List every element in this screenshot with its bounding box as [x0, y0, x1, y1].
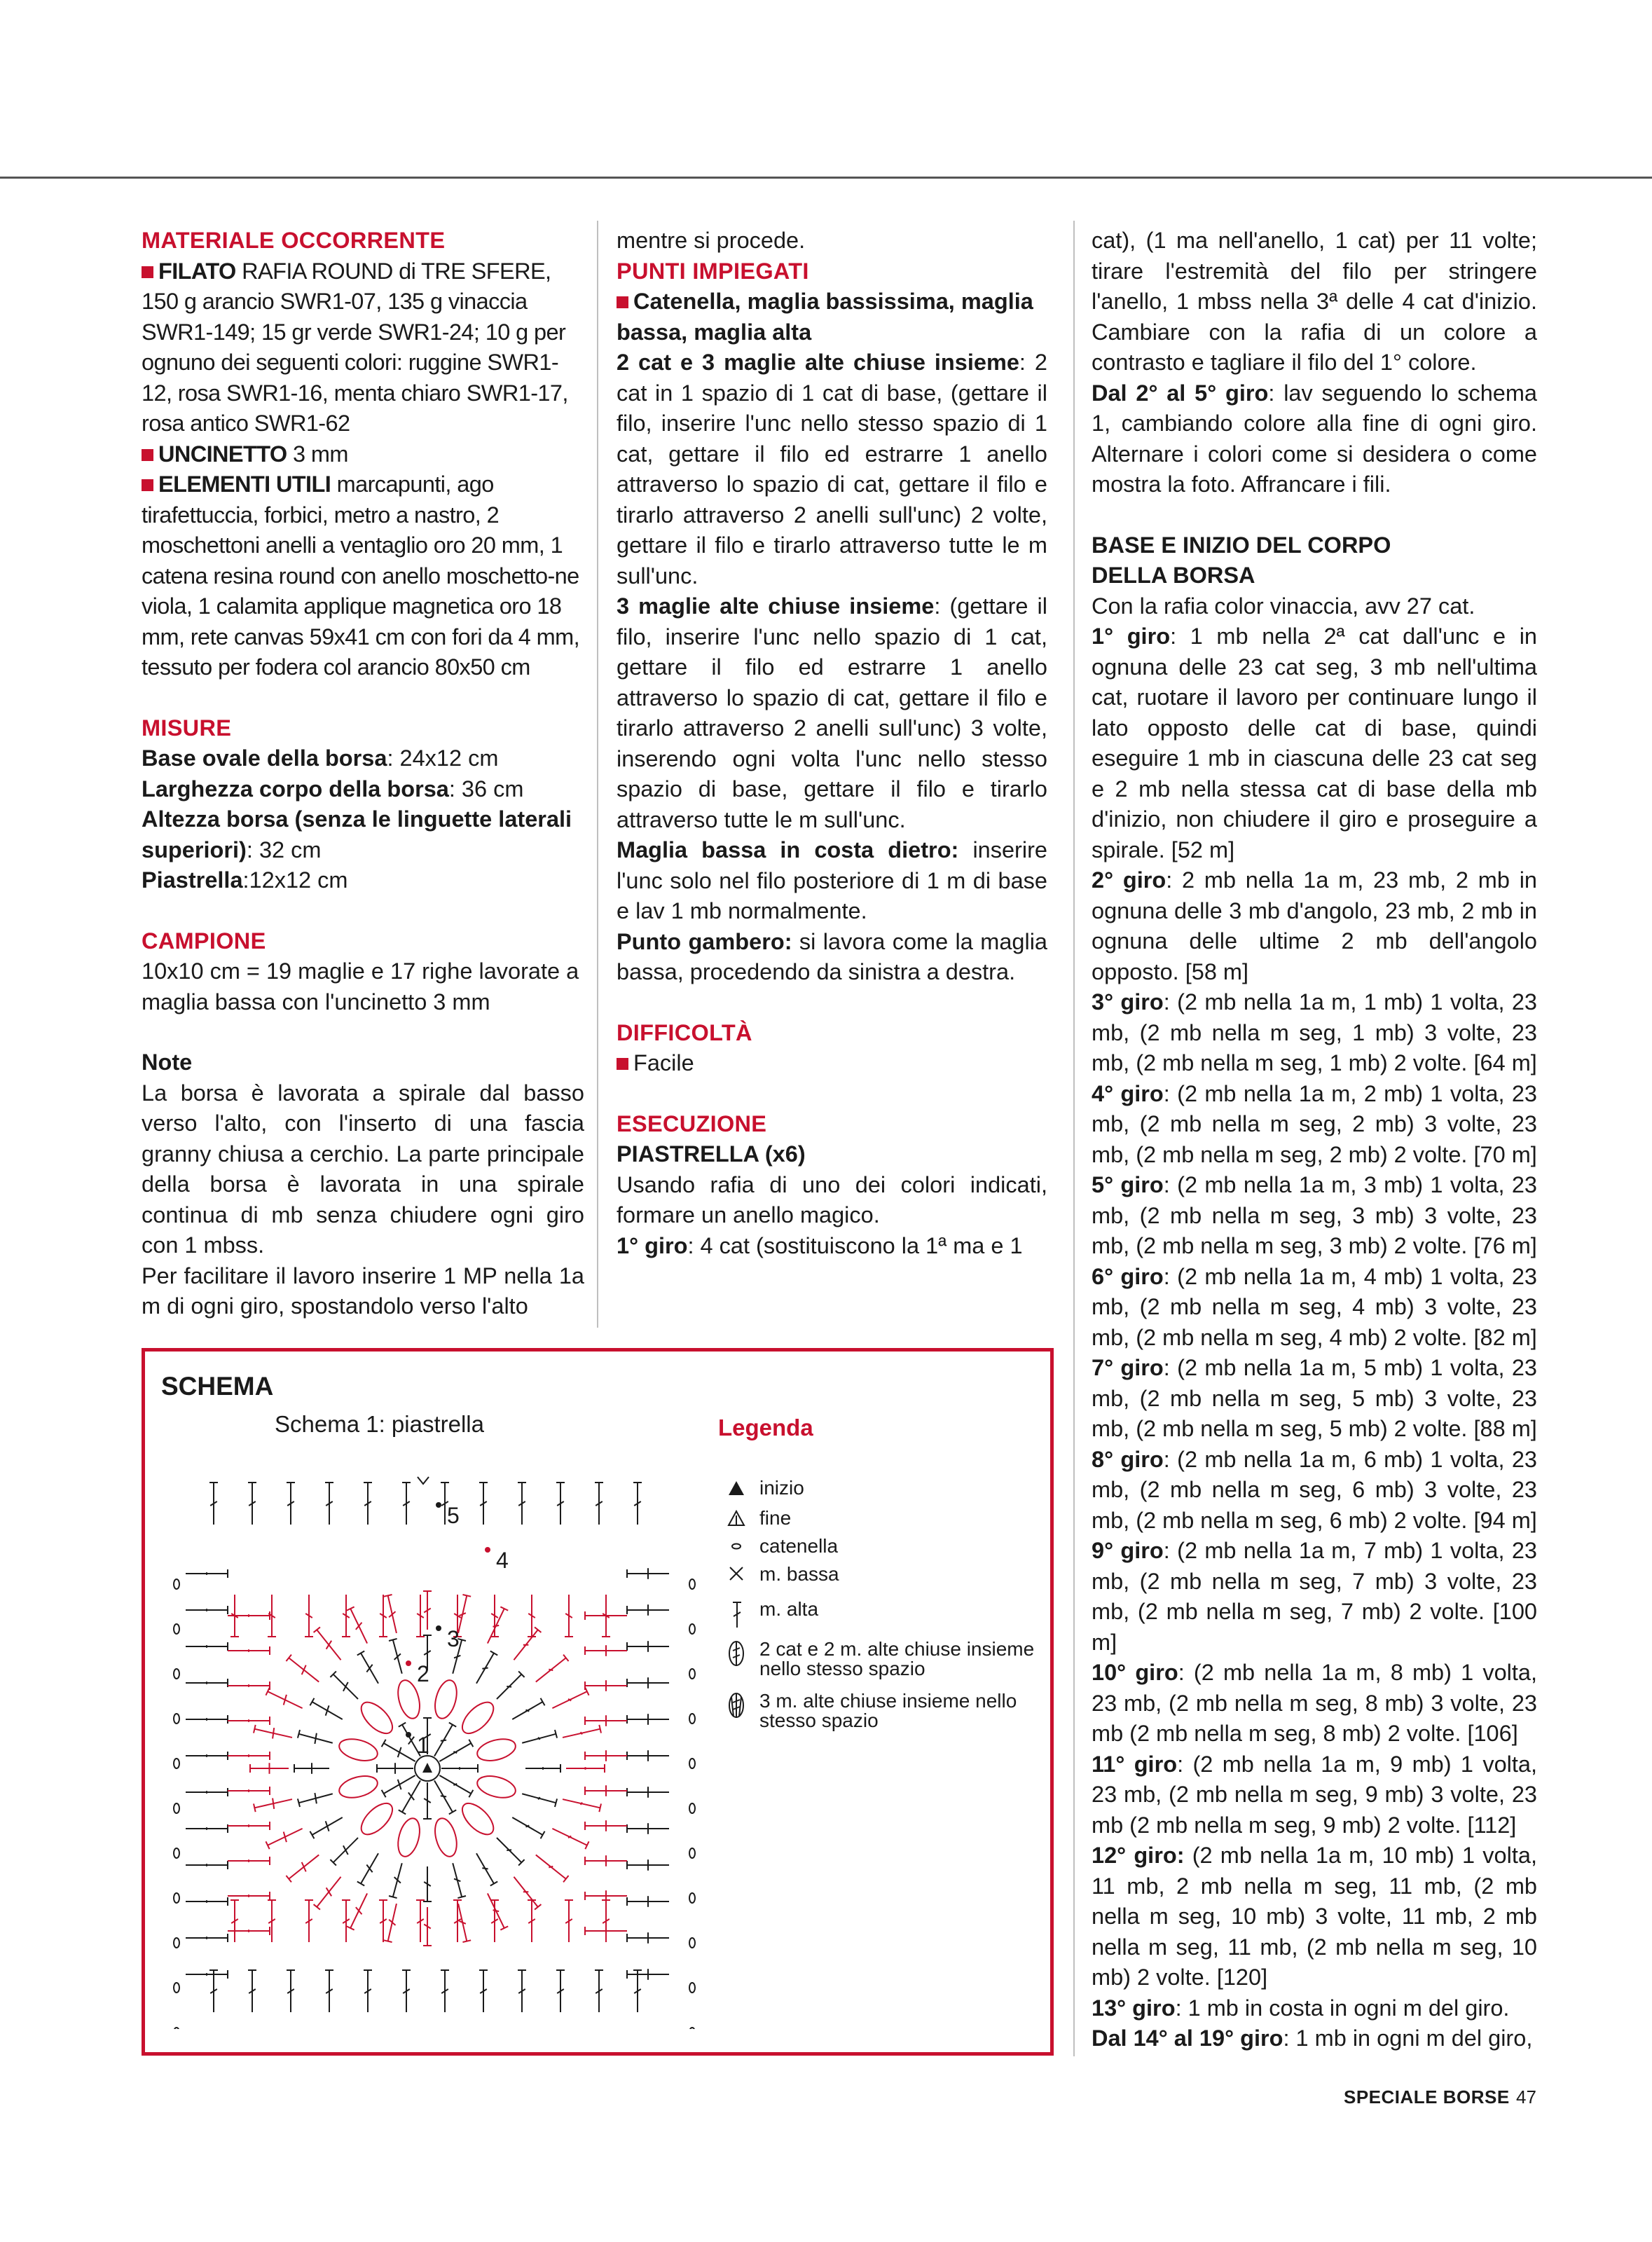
misure-line: Larghezza corpo della borsa: 36 cm	[142, 776, 524, 802]
cluster-mark	[475, 1773, 518, 1802]
crochet-diagram	[168, 1469, 701, 2029]
stitch-mark	[273, 1728, 274, 1738]
rounds-list	[1092, 621, 1537, 2054]
column-materials	[142, 226, 584, 1322]
chain-mark	[174, 1759, 179, 1768]
punti-heading: PUNTI IMPIEGATI	[617, 258, 809, 284]
stitch-mark	[599, 1725, 601, 1733]
cluster-2-icon	[724, 1639, 748, 1667]
stitch-mark	[469, 1740, 473, 1747]
chain-mark	[174, 1893, 179, 1903]
legend-title: Legenda	[718, 1415, 813, 1440]
elementi-paragraph: ELEMENTI UTILI marcapunti, ago tirafettuccia, forbici, metro a nastro, 2 moschettoni anelli a ventaglio oro 20 mm, 1 catena resina round con anello moschetto-ne viola, 1 calamita applique magnetica oro 18 mm, rete canvas 59x41 cm con fori da 4 mm, tessuto per fodera col arancio 80x50 cm	[142, 472, 580, 680]
round-line: 7° giro: (2 mb nella 1a m, 5 mb) 1 volta, 23 mb, (2 mb nella m seg, 5 mb) 3 volte, 23 mb, (2 mb nella m seg, 5 mb) 2 volte. [88 m]	[1092, 1355, 1537, 1441]
diagram-marks	[174, 1477, 695, 2029]
stitch-mark	[469, 1790, 473, 1797]
note-paragraph: Per facilitare il lavoro inserire 1 MP nella 1a m di ogni giro, spostandolo verso l'alto	[142, 1263, 584, 1319]
stitch-mark	[482, 1868, 488, 1869]
round-dot	[436, 1625, 441, 1631]
note-heading: Note	[142, 1050, 193, 1075]
stitch-mark	[541, 1698, 545, 1705]
stitch-mark	[493, 1910, 500, 1911]
legend-label: 2 cat e 2 m. alte chiuse insieme nello stesso spazio	[759, 1638, 1035, 1679]
stitch-mark	[441, 1740, 446, 1741]
stitch-mark	[507, 1686, 511, 1687]
giro-line: 1° giro: 4 cat (sostituiscono la 1ª ma e 1	[617, 1232, 1023, 1258]
stitch-mark	[356, 1623, 362, 1630]
stitch-definition: 2 cat e 3 maglie alte chiuse insieme: 2 cat in 1 spazio di 1 cat di base, (gettare il filo, inserire l'unc nello stesso spazio di 1 cat, gettare il filo ed estrarre 1 anello attraverso lo spazio di cat, gettare il filo e tirarlo attraverso 2 anelli sull'unc) 2 volte, gettare il filo e tirarlo attraverso tutte le m sull'unc.	[617, 350, 1047, 589]
outline-triangle-icon	[724, 1508, 748, 1536]
bullet-square-icon	[142, 479, 153, 491]
stitch-mark	[382, 1740, 386, 1747]
cluster-mark	[337, 1735, 380, 1765]
cluster-mark	[337, 1773, 380, 1802]
chain-mark	[689, 1759, 695, 1768]
stitch-mark	[399, 1723, 406, 1727]
stitch-mark	[599, 1803, 601, 1812]
round-line: 9° giro: (2 mb nella 1a m, 7 mb) 1 volta, 23 mb, (2 mb nella m seg, 7 mb) 3 volte, 23 mb, (2 mb nella m seg, 7 mb) 2 volte. [100 m]	[1092, 1538, 1537, 1655]
stitch-mark	[384, 1595, 392, 1597]
legend-label: m. bassa	[759, 1563, 839, 1585]
bullet-square-icon	[142, 449, 153, 461]
continued-text: mentre si procede.	[617, 228, 806, 253]
stitch-mark	[482, 1668, 488, 1669]
stitch-mark	[315, 1793, 316, 1803]
chain-mark	[689, 1938, 695, 1948]
stitch-mark	[462, 1595, 471, 1597]
difficolta-heading: DIFFICOLTÀ	[617, 1019, 752, 1045]
stitch-mark	[357, 1882, 364, 1886]
column-stitches	[617, 226, 1047, 1261]
legend-label: 3 m. alte chiuse insieme nello stesso spazio	[759, 1690, 1017, 1731]
stitch-mark	[541, 1831, 545, 1838]
stitch-definition: Punto gambero: si lavora come la maglia bassa, procedendo da sinistra a destra.	[617, 928, 1047, 984]
round-dot	[436, 1502, 441, 1508]
stitch-definition: 3 maglie alte chiuse insieme: (gettare il filo, inserire l'unc nello spazio di 1 cat, gettare il filo ed estrarre 1 anello attraverso lo spazio di cat, gettare il filo e tirarlo attraverso 2 anelli sull'unc) 3 volte, inserendo ogni volta l'unc nello stesso spazio di base, gettare il filo e tirarlo attraverso tutte le m sull'unc.	[617, 593, 1047, 832]
round-number: 1	[417, 1733, 429, 1758]
base-heading: BASE E INIZIO DEL CORPO DELLA BORSA	[1092, 532, 1391, 588]
punti-list: Catenella, maglia bassissima, maglia bassa, maglia alta	[617, 289, 1033, 345]
round-line: 2° giro: 2 mb nella 1a m, 23 mb, 2 mb in ognuna delle 3 mb d'angolo, 23 mb, 2 mb in ognuna delle ultime 2 mb dell'angolo opposto. [58 m]	[1092, 867, 1538, 984]
campione-text: 10x10 cm = 19 maglie e 17 righe lavorate a maglia bassa con l'uncinetto 3 mm	[142, 958, 579, 1015]
bullet-square-icon	[617, 296, 628, 308]
chain-mark	[174, 1714, 179, 1724]
note-paragraph: La borsa è lavorata a spirale dal basso verso l'alto, con l'inserto di una fascia granny chiusa a cerchio. La parte principale della borsa è lavorata in una spirale continua di mb senza chiudere ogni giro con 1 mbss.	[142, 1080, 584, 1258]
round-line: 8° giro: (2 mb nella 1a m, 6 mb) 1 volta, 23 mb, (2 mb nella m seg, 6 mb) 3 volte, 23 mb, (2 mb nella m seg, 6 mb) 2 volte. [94 m]	[1092, 1446, 1537, 1533]
esecuzione-heading: ESECUZIONE	[617, 1110, 767, 1136]
cross-icon	[724, 1564, 748, 1593]
misure-line: Altezza borsa (senza le linguette laterali superiori): 32 cm	[142, 806, 572, 862]
continued-text: cat), (1 ma nell'anello, 1 cat) per 11 volte; tirare l'estremità del filo per stringere l'anello, 1 mbss nella 3ª delle 4 cat d'inizio. Cambiare con la rafia di un colore a contrasto e tagliare il filo del 1° colore.	[1092, 228, 1537, 375]
end-marker	[418, 1477, 429, 1484]
stitch-mark	[490, 1882, 497, 1886]
chain-oval-icon	[724, 1536, 748, 1564]
legend-label: catenella	[759, 1535, 839, 1557]
base-intro: Con la rafia color vinaccia, avv 27 cat.	[1092, 593, 1475, 619]
cluster-mark	[356, 1798, 397, 1839]
giro-line: Dal 2° al 5° giro: lav seguendo lo schema 1, cambiando colore alla fine di ogni giro. Alternare i colori come si desidera o come mostra la foto. Affrancare i fili.	[1092, 380, 1538, 497]
schema-subtitle: Schema 1: piastrella	[275, 1411, 484, 1437]
stitch-mark	[462, 1940, 471, 1942]
chain-mark	[174, 1579, 179, 1589]
stitch-mark	[357, 1651, 364, 1655]
stitch-mark	[302, 1665, 306, 1675]
stitch-mark	[493, 1625, 500, 1627]
chain-mark	[689, 1624, 695, 1634]
round-line: 12° giro: (2 mb nella 1a m, 10 mb) 1 volta, 11 mb, 2 mb nella m seg, 11 mb, (2 mb nella m seg, 10 mb) 3 volte, 11 mb, 2 mb nella m seg, 11 mb, (2 mb nella m seg, 10 mb) 2 volte. [120]	[1092, 1843, 1537, 1990]
cluster-3-icon	[724, 1691, 748, 1719]
round-number: 2	[417, 1661, 429, 1686]
chain-mark	[689, 1983, 695, 1993]
campione-heading: CAMPIONE	[142, 928, 266, 954]
chain-mark	[689, 1893, 695, 1903]
piastrella-text: Usando rafia di uno dei colori indicati, formare un anello magico.	[617, 1171, 1047, 1227]
round-line: 13° giro: 1 mb in costa in ogni m del giro.	[1092, 1995, 1510, 2021]
column-instructions	[1092, 226, 1537, 2054]
chain-mark	[174, 1983, 179, 1993]
footer-title: SPECIALE BORSE	[1344, 2086, 1510, 2107]
treble-crochet-icon	[724, 1600, 748, 1628]
round-number: 4	[496, 1548, 509, 1573]
cluster-mark	[475, 1735, 518, 1765]
stitch-mark	[449, 1810, 456, 1814]
materiale-heading: MATERIALE OCCORRENTE	[142, 228, 446, 253]
cluster-mark	[432, 1816, 461, 1859]
stitch-mark	[399, 1810, 406, 1814]
page-number: 47	[1516, 2086, 1536, 2107]
cluster-mark	[356, 1697, 397, 1738]
round-line: 6° giro: (2 mb nella 1a m, 4 mb) 1 volta, 23 mb, (2 mb nella m seg, 4 mb) 3 volte, 23 mb, (2 mb nella m seg, 4 mb) 2 volte. [82 m]	[1092, 1263, 1537, 1350]
stitch-mark	[310, 1831, 314, 1838]
stitch-mark	[254, 1803, 256, 1812]
stitch-mark	[384, 1940, 392, 1942]
stitch-mark	[302, 1862, 306, 1872]
stitch-mark	[254, 1725, 256, 1733]
cluster-mark	[457, 1697, 498, 1738]
round-line: 11° giro: (2 mb nella 1a m, 9 mb) 1 volta, 23 mb, (2 mb nella m seg, 9 mb) 3 volte, 23 mb (2 mb nella m seg, 9 mb) 2 volte. [112]	[1092, 1751, 1538, 1838]
round-number: 3	[447, 1626, 460, 1651]
chain-mark	[174, 1624, 179, 1634]
stitch-mark	[356, 1907, 362, 1914]
filled-triangle-icon	[724, 1478, 748, 1506]
chain-mark	[689, 1579, 695, 1589]
bullet-square-icon	[142, 266, 153, 278]
chain-mark	[689, 1669, 695, 1679]
stitch-definition: Maglia bassa in costa dietro: inserire l'unc solo nel filo posteriore di 1 m di base e lav 1 mb normalmente.	[617, 837, 1048, 923]
misure-line: Piastrella:12x12 cm	[142, 867, 348, 893]
cluster-mark	[432, 1678, 461, 1721]
uncinetto-paragraph: UNCINETTO 3 mm	[142, 439, 584, 470]
chain-mark	[174, 1669, 179, 1679]
chain-mark	[689, 1848, 695, 1858]
legend-label: inizio	[759, 1477, 804, 1499]
difficolta-text: Facile	[617, 1048, 1047, 1079]
stitch-mark	[315, 1733, 316, 1744]
round-number: 5	[447, 1503, 460, 1528]
misure-line: Base ovale della borsa: 24x12 cm	[142, 745, 499, 771]
stitch-mark	[310, 1698, 314, 1705]
stitch-mark	[490, 1651, 497, 1655]
bullet-square-icon	[617, 1058, 628, 1070]
start-marker	[422, 1763, 432, 1773]
column-divider	[597, 221, 598, 1328]
chain-mark	[689, 2028, 695, 2029]
round-dot	[406, 1732, 411, 1738]
round-line: 1° giro: 1 mb nella 2ª cat dall'unc e in ognuna delle 23 cat seg, 3 mb nell'ultima cat, ruotare il lavoro per continuare lungo il lato opposto delle cat di base, quindi eseguire 1 mb in ciascuna delle 23 cat seg e 2 mb nella stessa cat di base della mb d'inizio, non chiudere il giro e proseguire a spirale. [52 m]	[1092, 624, 1537, 862]
legend-label: fine	[759, 1507, 792, 1529]
stitch-mark	[449, 1723, 456, 1727]
round-line: 4° giro: (2 mb nella 1a m, 2 mb) 1 volta, 23 mb, (2 mb nella m seg, 2 mb) 3 volte, 23 mb, (2 mb nella m seg, 2 mb) 2 volte. [70 m]	[1092, 1080, 1537, 1167]
cluster-mark	[457, 1798, 498, 1839]
chain-mark	[174, 2028, 179, 2029]
stitch-mark	[343, 1682, 348, 1691]
chain-mark	[174, 1803, 179, 1813]
piastrella-heading: PIASTRELLA (x6)	[617, 1141, 806, 1167]
chain-mark	[174, 1848, 179, 1858]
round-dot	[485, 1547, 490, 1553]
stitch-mark	[382, 1790, 386, 1797]
legend-label: m. alta	[759, 1598, 819, 1620]
chain-mark	[174, 1938, 179, 1948]
round-line: 5° giro: (2 mb nella 1a m, 3 mb) 1 volta, 23 mb, (2 mb nella m seg, 3 mb) 3 volte, 23 mb, (2 mb nella m seg, 3 mb) 2 volte. [76 m]	[1092, 1172, 1537, 1258]
stitch-mark	[343, 1845, 348, 1855]
misure-heading: MISURE	[142, 715, 232, 741]
cluster-mark	[394, 1816, 424, 1859]
stitch-mark	[273, 1798, 274, 1808]
top-rule	[0, 177, 1652, 179]
round-line: 10° giro: (2 mb nella 1a m, 8 mb) 1 volta, 23 mb, (2 mb nella m seg, 8 mb) 3 volte, 23 mb (2 mb nella m seg, 8 mb) 2 volte. [106]	[1092, 1660, 1537, 1746]
column-divider	[1073, 221, 1075, 2056]
chain-mark	[689, 1803, 695, 1813]
chain-mark	[689, 1714, 695, 1724]
round-dot	[406, 1660, 411, 1666]
round-line: Dal 14° al 19° giro: 1 mb in ogni m del giro,	[1092, 2026, 1533, 2051]
round-line: 3° giro: (2 mb nella 1a m, 1 mb) 1 volta, 23 mb, (2 mb nella m seg, 1 mb) 3 volte, 23 mb, (2 mb nella m seg, 1 mb) 2 volte. [64 m]	[1092, 989, 1537, 1075]
filato-paragraph: FILATO RAFIA ROUND di TRE SFERE, 150 g arancio SWR1-07, 135 g vinaccia SWR1-149; 15 gr verde SWR1-24; 10 g per ognuno dei seguenti colori: ruggine SWR1-12, rosa SWR1-16, menta chiaro SWR1-17, rosa antico SWR1-62	[142, 258, 568, 436]
schema-title: SCHEMA	[161, 1372, 274, 1401]
